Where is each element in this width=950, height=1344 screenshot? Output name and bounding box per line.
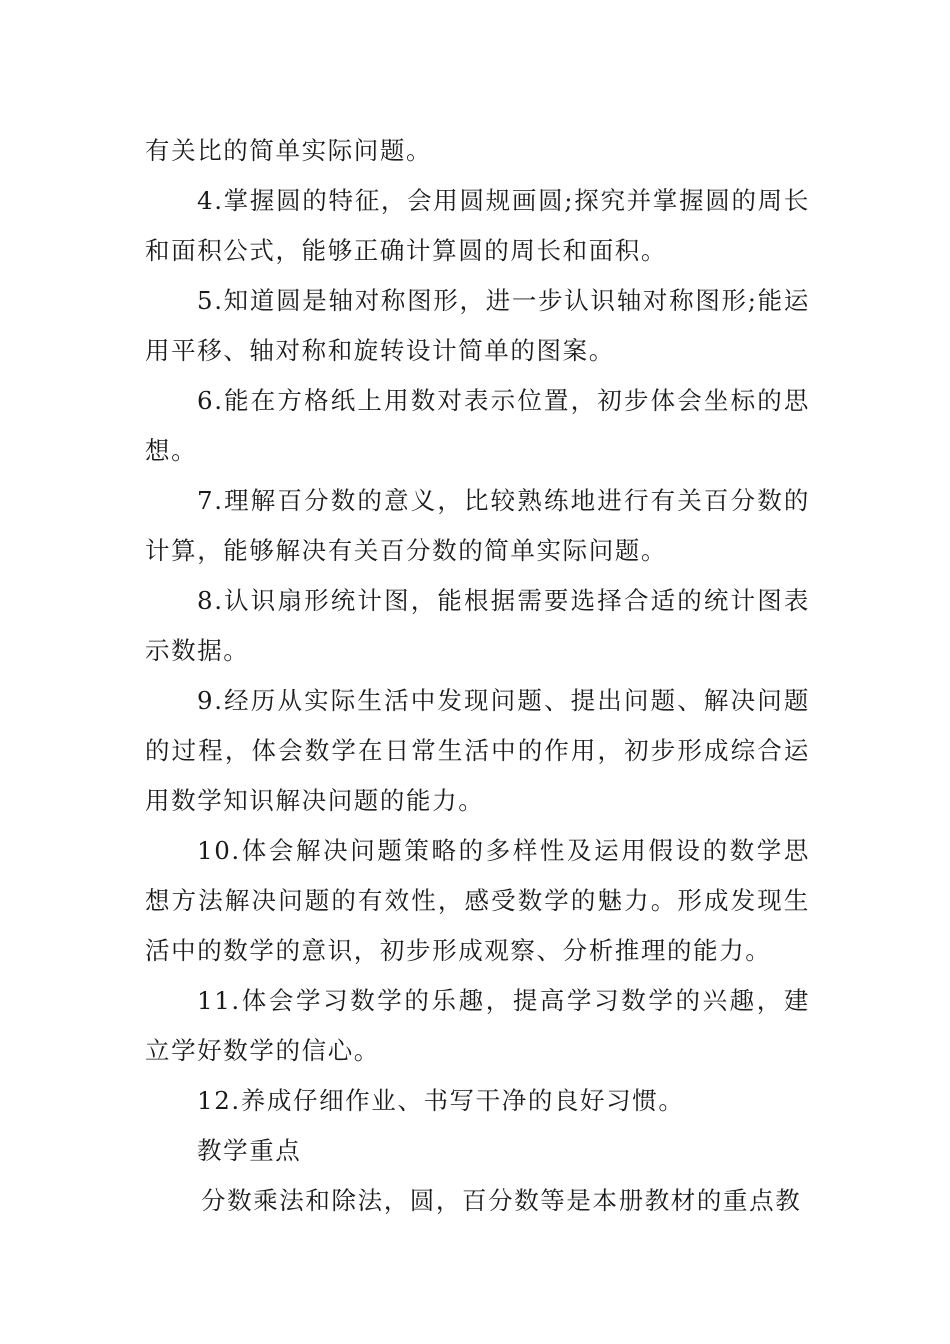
section-heading: 教学重点 xyxy=(197,1136,302,1165)
paragraph-item-5: 5.知道圆是轴对称图形，进一步认识轴对称图形;能运用平移、轴对称和旋转设计简单的图案。 xyxy=(145,286,810,365)
paragraph-item-10: 10.体会解决问题策略的多样性及运用假设的数学思想方法解决问题的有效性，感受数学的魅力。形成发现生活中的数学的意识，初步形成观察、分析推理的能力。 xyxy=(145,836,810,965)
paragraph-item-8: 8.认识扇形统计图，能根据需要选择合适的统计图表示数据。 xyxy=(145,586,810,665)
paragraph-item-6: 6.能在方格纸上用数对表示位置，初步体会坐标的思想。 xyxy=(145,386,810,465)
paragraph-item-12: 12.养成仔细作业、书写干净的良好习惯。 xyxy=(197,1086,685,1115)
document-body xyxy=(145,126,810,1226)
paragraph-item-7: 7.理解百分数的意义，比较熟练地进行有关百分数的计算，能够解决有关百分数的简单实际问题。 xyxy=(145,486,810,565)
paragraph-item-11: 11.体会学习数学的乐趣，提高学习数学的兴趣，建立学好数学的信心。 xyxy=(145,986,810,1065)
paragraph-item-9: 9.经历从实际生活中发现问题、提出问题、解决问题的过程，体会数学在日常生活中的作用，初步形成综合运用数学知识解决问题的能力。 xyxy=(145,686,810,815)
paragraph-continuation: 有关比的简单实际问题。 xyxy=(145,136,433,165)
paragraph-item-4: 4.掌握圆的特征，会用圆规画圆;探究并掌握圆的周长和面积公式，能够正确计算圆的周长和面积。 xyxy=(145,186,810,265)
closing-paragraph: 分数乘法和除法，圆，百分数等是本册教材的重点教 xyxy=(201,1186,802,1215)
